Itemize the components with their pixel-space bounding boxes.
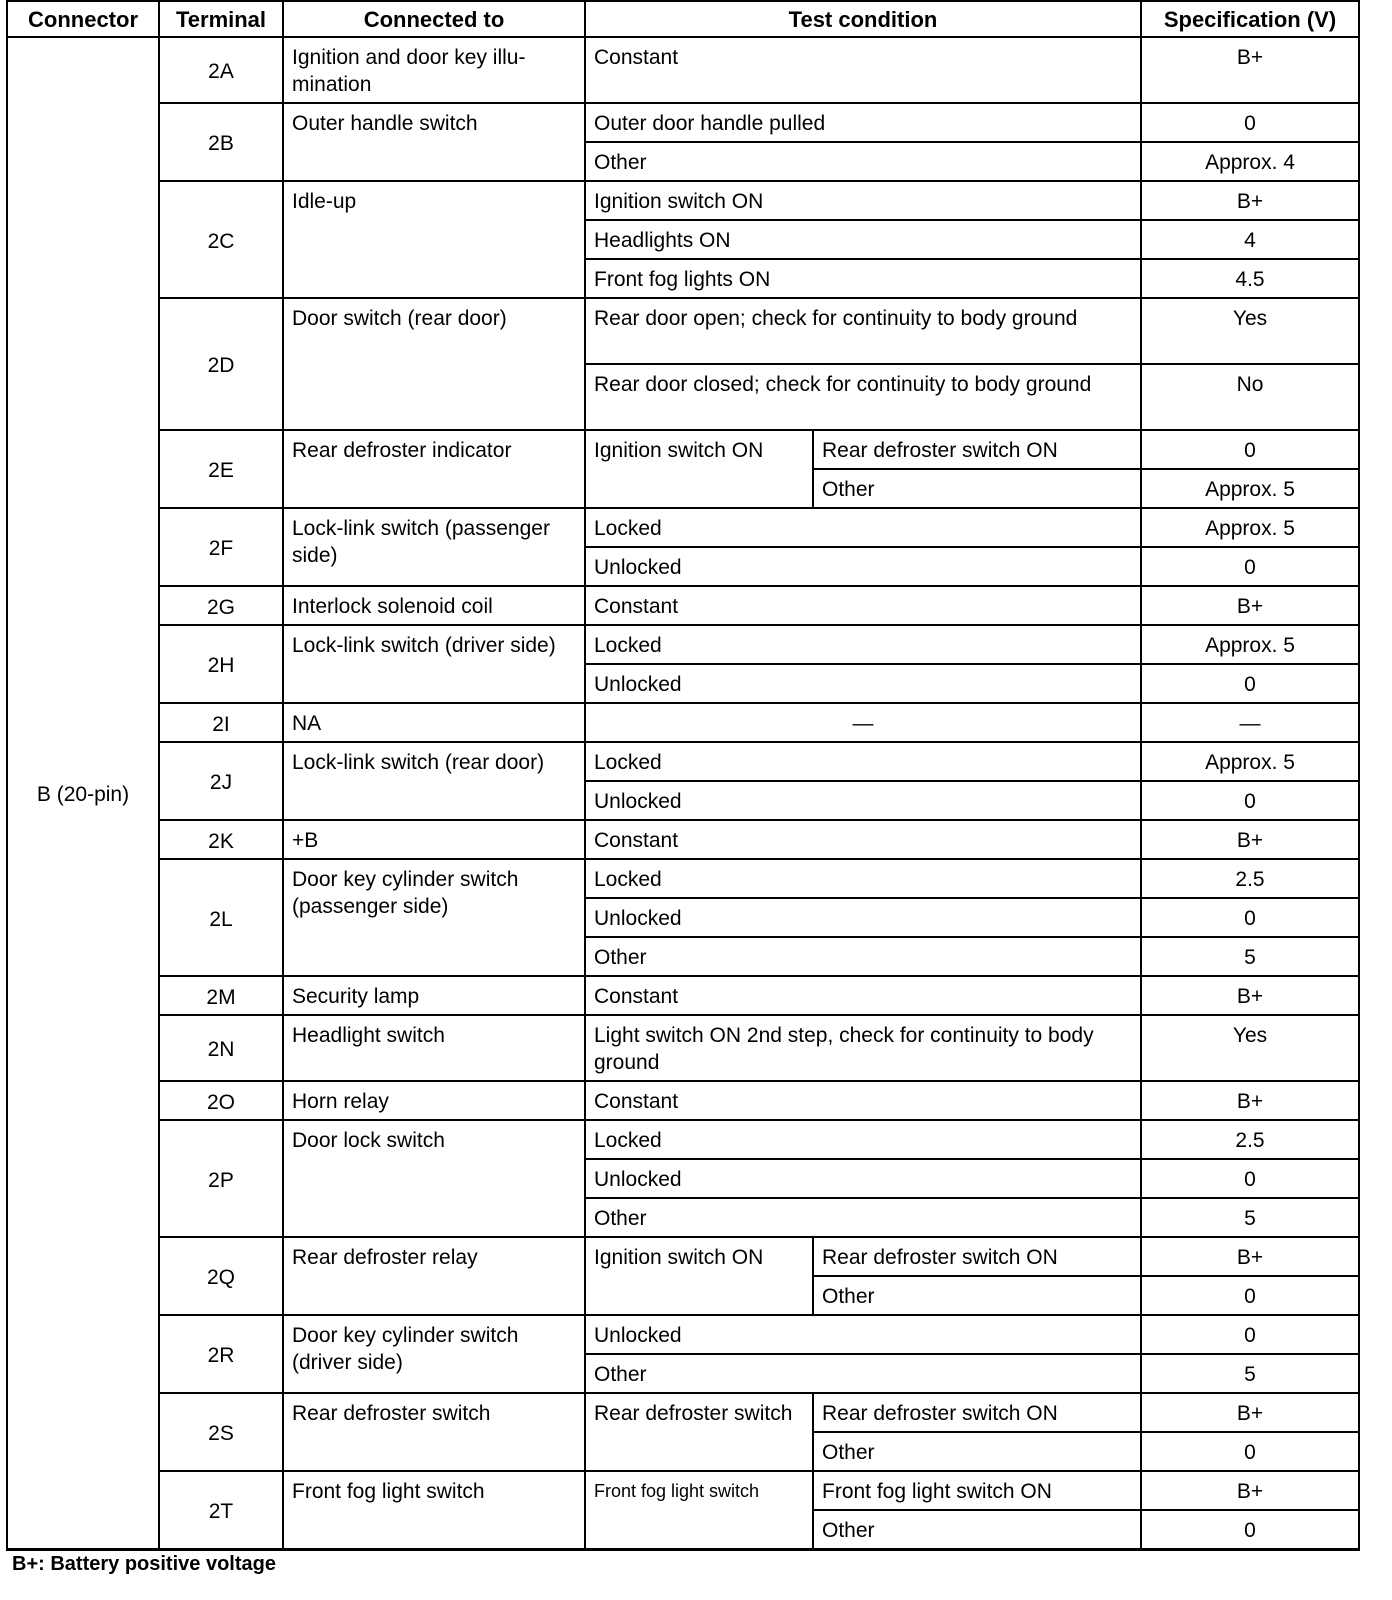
condition-cell: Constant: [585, 976, 1141, 1015]
table-body: [7, 37, 1359, 1550]
spec-cell: 0: [1141, 1315, 1359, 1354]
condition-cell: Front fog lights ON: [585, 259, 1141, 298]
spec-cell: B+: [1141, 181, 1359, 220]
connected-to-cell: Rear defroster indicator: [283, 430, 585, 508]
spec-cell: 4.5: [1141, 259, 1359, 298]
header-row: [7, 1, 1359, 37]
condition-cell: Constant: [585, 37, 1141, 103]
condition-sub-cell: Other: [813, 469, 1141, 508]
condition-sub-cell: Rear defroster switch ON: [813, 1393, 1141, 1432]
connected-to-cell: Horn relay: [283, 1081, 585, 1120]
connected-to-cell: Front fog light switch: [283, 1471, 585, 1550]
table-row: [7, 859, 1359, 898]
table-row: [7, 1081, 1359, 1120]
condition-cell: Unlocked: [585, 781, 1141, 820]
condition-cell: Other: [585, 1354, 1141, 1393]
terminal-cell: 2G: [159, 586, 283, 625]
terminal-cell: 2C: [159, 181, 283, 298]
connected-to-cell: Rear defroster switch: [283, 1393, 585, 1471]
header-connected-to: Connected to: [283, 1, 585, 37]
connected-to-cell: Lock-link switch (driver side): [283, 625, 585, 703]
condition-sub-cell: Rear defroster switch ON: [813, 430, 1141, 469]
terminal-cell: 2R: [159, 1315, 283, 1393]
spec-cell: 0: [1141, 547, 1359, 586]
spec-cell: 0: [1141, 1510, 1359, 1550]
spec-cell: —: [1141, 703, 1359, 742]
connected-to-cell: +B: [283, 820, 585, 859]
condition-sub-cell: Other: [813, 1276, 1141, 1315]
spec-cell: 4: [1141, 220, 1359, 259]
spec-cell: 0: [1141, 103, 1359, 142]
connected-to-cell: Door key cylinder switch (driver side): [283, 1315, 585, 1393]
spec-cell: 0: [1141, 430, 1359, 469]
condition-cell: Locked: [585, 742, 1141, 781]
spec-cell: 0: [1141, 664, 1359, 703]
table-row: [7, 1015, 1359, 1081]
connected-to-cell: Idle-up: [283, 181, 585, 298]
terminal-cell: 2P: [159, 1120, 283, 1237]
spec-cell: 0: [1141, 781, 1359, 820]
condition-cell: Constant: [585, 820, 1141, 859]
terminal-cell: 2I: [159, 703, 283, 742]
terminal-cell: 2S: [159, 1393, 283, 1471]
table-row: [7, 181, 1359, 220]
condition-sub-cell: Rear defroster switch ON: [813, 1237, 1141, 1276]
spec-cell: No: [1141, 364, 1359, 430]
connected-to-cell: Rear defroster relay: [283, 1237, 585, 1315]
spec-cell: B+: [1141, 37, 1359, 103]
terminal-cell: 2B: [159, 103, 283, 181]
condition-cell: Locked: [585, 508, 1141, 547]
condition-cell: Unlocked: [585, 1159, 1141, 1198]
condition-cell: Constant: [585, 1081, 1141, 1120]
table-row: [7, 37, 1359, 103]
condition-cell: Rear door closed; check for continuity to body ground: [585, 364, 1141, 430]
spec-cell: 0: [1141, 1432, 1359, 1471]
condition-main-cell: Front fog light switch: [585, 1471, 813, 1550]
spec-cell: B+: [1141, 820, 1359, 859]
spec-cell: B+: [1141, 1237, 1359, 1276]
condition-cell: Other: [585, 1198, 1141, 1237]
terminal-cell: 2T: [159, 1471, 283, 1550]
connected-to-cell: Headlight switch: [283, 1015, 585, 1081]
terminal-cell: 2J: [159, 742, 283, 820]
connected-to-cell: Interlock solenoid coil: [283, 586, 585, 625]
terminal-cell: 2N: [159, 1015, 283, 1081]
condition-main-cell: Rear defroster switch: [585, 1393, 813, 1471]
terminal-cell: 2M: [159, 976, 283, 1015]
table-row: [7, 1471, 1359, 1510]
spec-cell: Yes: [1141, 1015, 1359, 1081]
table-row: [7, 430, 1359, 469]
condition-cell: Unlocked: [585, 547, 1141, 586]
spec-cell: 2.5: [1141, 859, 1359, 898]
table-row: [7, 1315, 1359, 1354]
header-connector: Connector: [7, 1, 159, 37]
table-row: [7, 103, 1359, 142]
spec-cell: B+: [1141, 1471, 1359, 1510]
connected-to-cell: Security lamp: [283, 976, 585, 1015]
spec-cell: Approx. 5: [1141, 742, 1359, 781]
table-row: [7, 1393, 1359, 1432]
spec-cell: 0: [1141, 1276, 1359, 1315]
condition-cell: Other: [585, 937, 1141, 976]
spec-cell: B+: [1141, 1081, 1359, 1120]
table-row: [7, 508, 1359, 547]
condition-cell: Unlocked: [585, 664, 1141, 703]
condition-main-cell: Ignition switch ON: [585, 1237, 813, 1315]
terminal-cell: 2A: [159, 37, 283, 103]
spec-cell: 0: [1141, 898, 1359, 937]
connector-cell: B (20-pin): [7, 37, 159, 1550]
connected-to-cell: Door key cylinder switch (passenger side): [283, 859, 585, 976]
terminal-cell: 2D: [159, 298, 283, 430]
terminal-cell: 2K: [159, 820, 283, 859]
condition-cell: Ignition switch ON: [585, 181, 1141, 220]
table-row: [7, 1120, 1359, 1159]
connected-to-cell: NA: [283, 703, 585, 742]
header-test-condition: Test condition: [585, 1, 1141, 37]
terminal-cell: 2E: [159, 430, 283, 508]
connected-to-cell: Outer handle switch: [283, 103, 585, 181]
spec-cell: 5: [1141, 1198, 1359, 1237]
condition-cell: Light switch ON 2nd step, check for continuity to body ground: [585, 1015, 1141, 1081]
spec-cell: 0: [1141, 1159, 1359, 1198]
condition-cell: Other: [585, 142, 1141, 181]
terminal-cell: 2Q: [159, 1237, 283, 1315]
table-row: [7, 586, 1359, 625]
connected-to-cell: Lock-link switch (rear door): [283, 742, 585, 820]
spec-cell: 5: [1141, 937, 1359, 976]
terminal-cell: 2L: [159, 859, 283, 976]
table-row: [7, 298, 1359, 364]
condition-sub-cell: Front fog light switch ON: [813, 1471, 1141, 1510]
condition-cell: Unlocked: [585, 898, 1141, 937]
spec-cell: 5: [1141, 1354, 1359, 1393]
condition-sub-cell: Other: [813, 1510, 1141, 1550]
connected-to-cell: Ignition and door key illu-mination: [283, 37, 585, 103]
condition-main-cell: Ignition switch ON: [585, 430, 813, 508]
spec-cell: 2.5: [1141, 1120, 1359, 1159]
condition-cell: Constant: [585, 586, 1141, 625]
spec-cell: B+: [1141, 1393, 1359, 1432]
condition-cell: —: [585, 703, 1141, 742]
condition-cell: Rear door open; check for continuity to body ground: [585, 298, 1141, 364]
condition-cell: Locked: [585, 859, 1141, 898]
table-row: [7, 625, 1359, 664]
spec-cell: Approx. 5: [1141, 625, 1359, 664]
condition-cell: Unlocked: [585, 1315, 1141, 1354]
spec-cell: B+: [1141, 976, 1359, 1015]
spec-cell: Approx. 5: [1141, 469, 1359, 508]
table-row: [7, 820, 1359, 859]
connected-to-cell: Lock-link switch (passenger side): [283, 508, 585, 586]
table-row: [7, 742, 1359, 781]
table-row: [7, 976, 1359, 1015]
spec-cell: Yes: [1141, 298, 1359, 364]
condition-cell: Headlights ON: [585, 220, 1141, 259]
connected-to-cell: Door lock switch: [283, 1120, 585, 1237]
condition-cell: Outer door handle pulled: [585, 103, 1141, 142]
table-row: [7, 1237, 1359, 1276]
spec-cell: B+: [1141, 586, 1359, 625]
terminal-cell: 2F: [159, 508, 283, 586]
spec-cell: Approx. 4: [1141, 142, 1359, 181]
terminal-cell: 2O: [159, 1081, 283, 1120]
header-specification: Specification (V): [1141, 1, 1359, 37]
connected-to-cell: Door switch (rear door): [283, 298, 585, 430]
condition-cell: Locked: [585, 625, 1141, 664]
header-terminal: Terminal: [159, 1, 283, 37]
spec-cell: Approx. 5: [1141, 508, 1359, 547]
table-row: [7, 703, 1359, 742]
footnote: B+: Battery positive voltage: [12, 1553, 276, 1575]
terminal-spec-table: [6, 0, 1360, 1551]
condition-cell: Locked: [585, 1120, 1141, 1159]
condition-sub-cell: Other: [813, 1432, 1141, 1471]
terminal-cell: 2H: [159, 625, 283, 703]
